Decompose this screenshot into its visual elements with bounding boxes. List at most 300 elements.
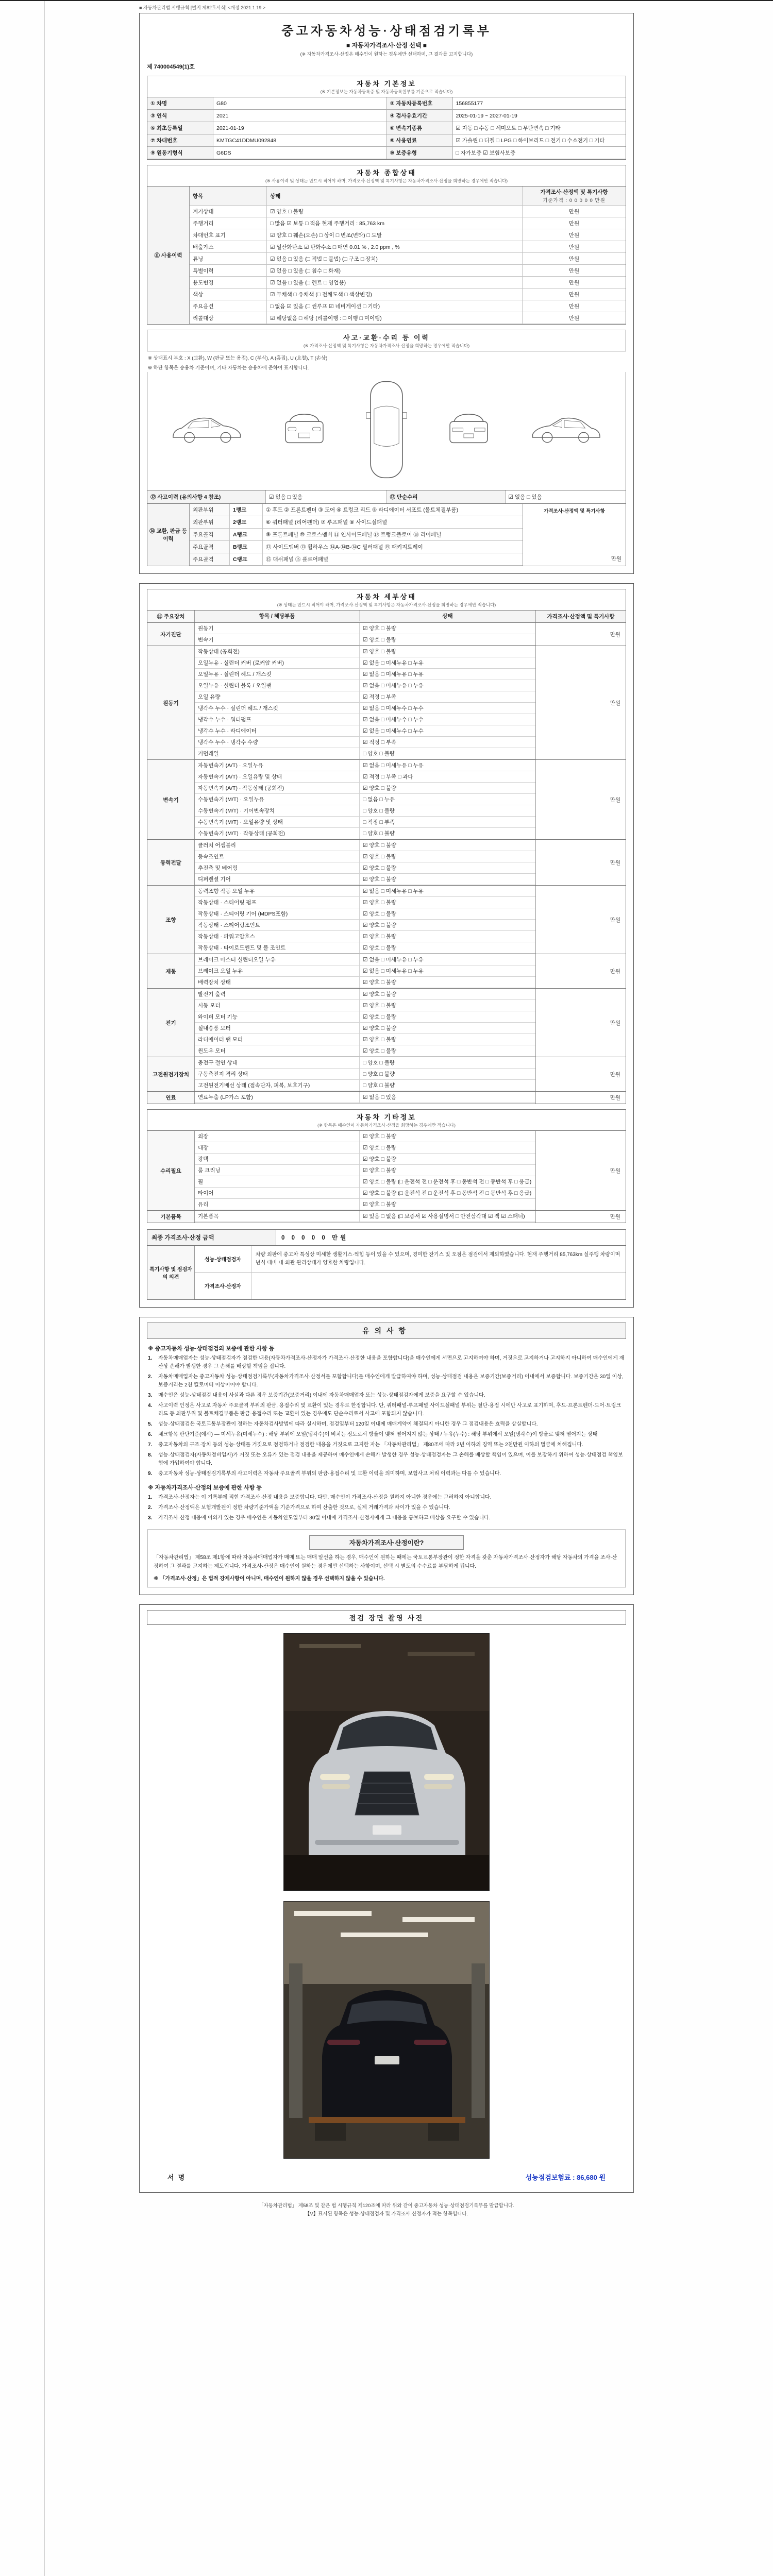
overall-group-label: ⑪ 사용이력 bbox=[147, 187, 190, 324]
panel-rank: C랭크 bbox=[230, 553, 263, 565]
group-label: 자기진단 bbox=[147, 623, 195, 646]
inspector-comments bbox=[147, 1246, 626, 1300]
row-label: 냉각수 누수 · 라디에이터 bbox=[195, 725, 360, 736]
notice-item-number: 7. bbox=[148, 1442, 153, 1448]
footer-line-1: 「자동차관리법」 제58조 및 같은 법 시행규칙 제120조에 따라 위와 같이 중고자동차 성능·상태점검기록부를 발급합니다. bbox=[259, 2203, 514, 2209]
document-number: 제 740004549(1)호 bbox=[147, 64, 195, 70]
column-header-item: 항목 / 해당부품 bbox=[195, 611, 360, 621]
row-label: 유리 bbox=[195, 1199, 360, 1210]
row-state-checkboxes: □ 양호 □ 불량 bbox=[363, 808, 395, 814]
panel-items: ⑮ 대쉬패널 ⑯ 플로어패널 bbox=[266, 556, 329, 563]
row-label: 윈도우 모터 bbox=[195, 1045, 360, 1056]
row-label: 클러치 어셈블리 bbox=[195, 840, 360, 851]
final-price-row bbox=[147, 1229, 626, 1246]
table-row bbox=[195, 748, 535, 759]
table-row bbox=[147, 110, 626, 122]
row-state-checkboxes: ☑ 없음 □ 미세누유 □ 누유 bbox=[363, 683, 424, 689]
notice-item bbox=[148, 1354, 625, 1371]
field-label: ⑧ 사용연료 bbox=[387, 134, 453, 146]
table-row bbox=[195, 783, 535, 794]
field-value: KMTGC41DDMU092848 bbox=[213, 134, 387, 146]
group-price-unit: 만원 bbox=[535, 623, 626, 646]
comment-text: 차량 외판에 중고차 특성상 미세한 생활기스·찍힘 등이 있을 수 있으며, 경미한 잔기스 및 오점은 점검에서 제외하였습니다. 현재 주행거리 85,763km 실주행 차량이며 년식 대비 내·외관 관리상태가 양호한 차량입니다. bbox=[256, 1252, 620, 1266]
group-price-unit: 만원 bbox=[535, 760, 626, 839]
table-row bbox=[195, 623, 535, 634]
panel-part: 주요골격 bbox=[190, 553, 230, 565]
detail-group-steering bbox=[147, 886, 626, 954]
group-price-unit: 만원 bbox=[535, 1131, 626, 1210]
group-label: 고전원전기장치 bbox=[147, 1057, 195, 1091]
sheet-1 bbox=[139, 13, 634, 574]
simple-repair-state: ☑ 없음 □ 있음 bbox=[508, 494, 542, 500]
table-row bbox=[195, 1165, 535, 1176]
row-state-checkboxes: ☑ 양호 □ 불량 bbox=[363, 1145, 397, 1151]
table-row bbox=[195, 657, 535, 669]
detail-header-row bbox=[147, 611, 626, 623]
row-label: 와이퍼 모터 기능 bbox=[195, 1011, 360, 1022]
row-state-checkboxes: ☑ 양호 □ 불량 bbox=[363, 842, 397, 849]
panel-items: ⑨ 프론트패널 ⑩ 크로스멤버 ⑪ 인사이드패널 ⑰ 트렁크플로어 ⑱ 리어패널 bbox=[266, 532, 442, 538]
table-row bbox=[195, 771, 535, 783]
basic-info-title: 자동차 기본정보 bbox=[357, 80, 416, 88]
section-accident-history bbox=[147, 330, 626, 566]
exchange-price-unit: 만원 bbox=[611, 556, 621, 562]
row-state-checkboxes: □ 적정 □ 부족 bbox=[363, 819, 395, 825]
row-label: 자동변속기 (A/T) · 작동상태 (공회전) bbox=[195, 783, 360, 793]
panel-items: ⑥ 쿼터패널 (리어펜더) ⑦ 루프패널 ⑧ 사이드실패널 bbox=[266, 519, 388, 526]
table-row bbox=[195, 886, 535, 897]
table-row bbox=[195, 897, 535, 908]
table-row bbox=[195, 862, 535, 874]
table-row bbox=[147, 134, 626, 147]
notice-section-2-title: ※ 자동차가격조사·산정의 보증에 관한 사항 등 bbox=[148, 1485, 262, 1491]
notice-item bbox=[148, 1504, 625, 1512]
row-label: 배력장치 상태 bbox=[195, 977, 360, 988]
row-state-checkboxes: ☑ 없음 □ 미세누수 □ 누수 bbox=[363, 728, 424, 734]
form-reference: ■ 자동차관리법 시행규칙 [별지 제82호서식] <개정 2021.1.19.> bbox=[139, 5, 265, 10]
signature-label: 서명 bbox=[167, 2174, 189, 2181]
row-label: 배출가스 bbox=[190, 241, 267, 252]
notice-item bbox=[148, 1431, 625, 1439]
row-label: 라디에이터 팬 모터 bbox=[195, 1034, 360, 1045]
row-label: 색상 bbox=[190, 289, 267, 300]
panel-part: 외판부위 bbox=[190, 504, 230, 516]
table-row bbox=[195, 760, 535, 771]
row-state-checkboxes: ☑ 양호 □ 불량 bbox=[363, 1014, 397, 1020]
row-state-checkboxes: ☑ 양호 □ 불량 bbox=[363, 911, 397, 917]
table-row bbox=[195, 1188, 535, 1199]
table-row bbox=[195, 680, 535, 691]
table-row bbox=[195, 1176, 535, 1188]
section-other-info bbox=[147, 1109, 626, 1223]
table-row bbox=[195, 794, 535, 805]
row-state-checkboxes: ☑ 양호 □ 불량 bbox=[363, 991, 397, 997]
row-state-checkboxes: □ 양호 □ 불량 bbox=[363, 1060, 395, 1066]
row-label: 오일누유 · 실린더 헤드 / 개스킷 bbox=[195, 669, 360, 680]
footer-line-2: 【V】표시된 항목은 성능·상태점검자 및 가격조사·산정자가 적는 항목입니다. bbox=[305, 2211, 468, 2217]
table-row bbox=[195, 1211, 535, 1222]
row-label: 광택 bbox=[195, 1154, 360, 1164]
overall-table bbox=[147, 187, 626, 325]
notice-item-text: 중고자동차 성능·상태점검기록부의 사고이력은 자동차 주요골격 부위의 판금·용접수리 및 교환 이력을 의미하며, 보험사고 처리 이력과는 다를 수 있습니다. bbox=[158, 1471, 501, 1477]
table-row bbox=[190, 289, 626, 300]
notice-item-number: 2. bbox=[148, 1505, 153, 1511]
panel-items: ⑫ 사이드멤버 ⑬ 휠하우스 ⑭A·⑭B·⑭C 필러패널 ⑲ 패키지트레이 bbox=[266, 544, 423, 550]
row-state-checkboxes: ☑ 양호 □ 불량 bbox=[363, 1025, 397, 1031]
table-row bbox=[195, 1023, 535, 1034]
row-state-checkboxes: ☑ 양호 □ 불량 bbox=[363, 1048, 397, 1054]
price-appraisal-info-body: 「자동차관리법」 제58조 제1항에 따라 자동차매매업자가 매매 또는 매매 알선을 하는 경우, 매수인이 원하는 때에는 국토교통부장관이 정한 자격을 갖춘 자동차가격조사·산정자가 해당 자동차의 가격을 조사·산정하여 그 결과를 고지하는 제도입니다. 가격조사·산정은 매수인이 원하는 경우에만 선택하는 사항이며, 선택 시 별도의 수수료를 부담하게 됩니다. bbox=[154, 1555, 617, 1569]
table-row bbox=[147, 97, 626, 110]
detail-group-electrical bbox=[147, 989, 626, 1057]
field-label: ③ 연식 bbox=[147, 110, 213, 122]
row-state-checkboxes: ☑ 없음 □ 미세누유 □ 누유 bbox=[363, 957, 424, 963]
row-price-unit: 만원 bbox=[568, 221, 580, 227]
table-row bbox=[190, 206, 626, 217]
table-row bbox=[195, 1199, 535, 1210]
notice-item-text: 가격조사·산정 내용에 이의가 있는 경우 매수인은 자동차인도일부터 30일 이내에 가격조사·산정자에게 그 내용을 통보하고 배상을 요구할 수 있습니다. bbox=[158, 1515, 491, 1521]
table-row bbox=[195, 817, 535, 828]
row-state-checkboxes: ☑ 양호 □ 불량 (□ 운전석 전 □ 운전석 후 □ 동반석 전 □ 동반석 후 □ 응급) bbox=[363, 1190, 532, 1196]
field-label: ⑩ 보증유형 bbox=[387, 147, 453, 159]
table-row bbox=[190, 265, 626, 277]
row-state-checkboxes: ☑ 양호 □ 불량 bbox=[363, 979, 397, 986]
field-value: □ 자가보증 ☑ 보험사보증 bbox=[456, 150, 516, 156]
row-state-checkboxes: □ 없음 □ 누유 bbox=[363, 796, 395, 803]
price-appraisal-info-title: 자동차가격조사·산정이란? bbox=[309, 1535, 464, 1550]
inspection-photo-rear bbox=[283, 1901, 490, 2159]
row-state-checkboxes: ☑ 양호 □ 훼손(오손) □ 상이 □ 변조(변타) □ 도말 bbox=[267, 229, 523, 241]
notice-item-text: 성능·상태점검은 국토교통부장관이 정하는 자동차검사방법에 따라 실시하며, 점검일부터 120일 이내에 매매계약이 체결되지 아니한 경우 그 점검내용은 효력을 상실합니다. bbox=[158, 1421, 538, 1427]
group-label: 변속기 bbox=[147, 760, 195, 839]
row-label: 디퍼렌셜 기어 bbox=[195, 874, 360, 885]
row-state-checkboxes: ☑ 없음 □ 미세누유 □ 누유 bbox=[363, 888, 424, 894]
panel-part: 주요골격 bbox=[190, 529, 230, 540]
row-state-checkboxes: ☑ 없음 □ 미세누수 □ 누수 bbox=[363, 717, 424, 723]
row-state-checkboxes: ☑ 양호 □ 불량 bbox=[363, 637, 397, 643]
row-label: 고전원전기배선 상태 (접속단자, 피복, 보호기구) bbox=[195, 1080, 360, 1091]
row-label: 실내송풍 모터 bbox=[195, 1023, 360, 1033]
field-label: ⑤ 최초등록일 bbox=[147, 122, 213, 134]
row-state-checkboxes: ☑ 없음 □ 미세누유 □ 누유 bbox=[363, 762, 424, 769]
table-row bbox=[195, 908, 535, 920]
row-label: 작동상태 · 스티어링조인트 bbox=[195, 920, 360, 930]
table-row bbox=[190, 504, 523, 516]
row-state-checkboxes: ☑ 없음 □ 있음 (□ 렌트 □ 영업용) bbox=[267, 277, 523, 288]
comment-text bbox=[251, 1273, 626, 1299]
photos-container bbox=[147, 1625, 626, 2163]
table-row bbox=[195, 714, 535, 725]
panel-rank: 2랭크 bbox=[230, 516, 263, 528]
row-state-checkboxes: ☑ 양호 □ 불량 bbox=[363, 1201, 397, 1208]
row-label: 오일누유 · 실린더 블록 / 오일팬 bbox=[195, 680, 360, 691]
row-state-checkboxes: ☑ 양호 □ 불량 bbox=[363, 934, 397, 940]
group-label: 연료 bbox=[147, 1092, 195, 1104]
group-price-unit: 만원 bbox=[535, 646, 626, 759]
row-state-checkboxes: ☑ 양호 □ 불량 bbox=[363, 865, 397, 871]
notice-item-text: 중고자동차의 구조·장치 등의 성능·상태를 거짓으로 점검하거나 점검한 내용을 거짓으로 고지한 자는 「자동차관리법」 제80조에 따라 2년 이하의 징역 또는 2천만원 이하의 벌금에 처해집니다. bbox=[158, 1442, 583, 1448]
row-state-checkboxes: ☑ 양호 □ 불량 bbox=[363, 876, 397, 883]
other-info-note: (※ 항목은 매수인이 자동차가격조사·산정을 희망하는 경우에만 적습니다) bbox=[317, 1123, 456, 1128]
row-label: 작동상태 · 스티어링 기어 (MDPS포함) bbox=[195, 908, 360, 919]
table-row bbox=[195, 931, 535, 942]
table-row bbox=[195, 1011, 535, 1023]
row-label: 외장 bbox=[195, 1131, 360, 1142]
detail-group-engine bbox=[147, 646, 626, 760]
column-header-state: 상태 bbox=[267, 187, 523, 205]
photos-title: 점검 장면 촬영 사진 bbox=[147, 1610, 626, 1625]
notice-item-number: 2. bbox=[148, 1374, 153, 1380]
group-label: 제동 bbox=[147, 954, 195, 988]
row-label: 브레이크 오일 누유 bbox=[195, 965, 360, 976]
group-price-unit: 만원 bbox=[535, 1211, 626, 1223]
section-overall-condition bbox=[147, 165, 626, 325]
field-label: ⑥ 변속기종류 bbox=[387, 122, 453, 134]
table-row bbox=[195, 942, 535, 954]
table-row bbox=[195, 737, 535, 748]
table-row bbox=[190, 300, 626, 312]
table-row bbox=[195, 954, 535, 965]
row-state-checkboxes: ☑ 양호 □ 불량 bbox=[363, 1156, 397, 1162]
detail-group-powertrain bbox=[147, 840, 626, 886]
row-label: 수동변속기 (M/T) · 작동상태 (공회전) bbox=[195, 828, 360, 839]
notice-item bbox=[148, 1470, 625, 1478]
notice-item bbox=[148, 1402, 625, 1418]
row-label: 동력조향 작동 오일 누유 bbox=[195, 886, 360, 896]
row-state-checkboxes: ☑ 적정 □ 부족 bbox=[363, 739, 397, 745]
panel-part: 주요골격 bbox=[190, 541, 230, 553]
row-state-checkboxes: ☑ 양호 □ 불량 bbox=[363, 922, 397, 928]
row-label: 구동축전지 격리 상태 bbox=[195, 1069, 360, 1079]
comments-side-label: 특기사항 및 점검자의 의견 bbox=[147, 1246, 195, 1299]
column-header-price: 가격조사·산정액 및 특기사항 bbox=[535, 611, 626, 622]
other-group-repair bbox=[147, 1131, 626, 1211]
row-state-checkboxes: ☑ 없음 □ 미세누유 □ 누유 bbox=[363, 968, 424, 974]
row-state-checkboxes: □ 양호 □ 불량 bbox=[363, 751, 395, 757]
table-row bbox=[195, 703, 535, 714]
document-footer bbox=[139, 2202, 634, 2224]
table-row bbox=[147, 147, 626, 159]
panel-items: ① 후드 ② 프론트펜더 ③ 도어 ④ 트렁크 리드 ⑤ 라디에이터 서포트 (볼트체결부품) bbox=[266, 507, 459, 513]
notice-item-number: 4. bbox=[148, 1403, 153, 1409]
group-label: 기본품목 bbox=[147, 1211, 195, 1223]
row-label: 용도변경 bbox=[190, 277, 267, 288]
overall-note: (※ 사용이력 및 상태는 반드시 적어야 하며, 가격조사·산정액 및 특기사항은 자동차가격조사·산정을 희망하는 경우에만 적습니다) bbox=[265, 178, 508, 183]
column-header-item: 항목 bbox=[190, 187, 267, 205]
field-value: G6DS bbox=[213, 147, 387, 159]
car-diagram-side-left-icon bbox=[169, 409, 246, 453]
notice-item bbox=[148, 1420, 625, 1429]
overall-title: 자동차 종합상태 bbox=[357, 169, 416, 177]
table-row bbox=[190, 241, 626, 253]
row-label: 주요옵션 bbox=[190, 300, 267, 312]
price-appraisal-info-box bbox=[147, 1530, 626, 1587]
notice-item-number: 5. bbox=[148, 1421, 153, 1427]
field-label: ④ 검사유효기간 bbox=[387, 110, 453, 122]
row-label: 작동상태 · 타이로드엔드 및 볼 조인트 bbox=[195, 942, 360, 953]
row-state-checkboxes: ☑ 없음 □ 있음 (□ 침수 □ 화재) bbox=[267, 265, 523, 276]
row-label: 작동상태 · 스티어링 펌프 bbox=[195, 897, 360, 908]
detail-group-transmission bbox=[147, 760, 626, 840]
notice-item-number: 3. bbox=[148, 1515, 153, 1521]
row-label: 원동기 bbox=[195, 623, 360, 634]
row-price-unit: 만원 bbox=[568, 303, 580, 310]
table-row bbox=[195, 874, 535, 885]
notice-item-number: 3. bbox=[148, 1393, 153, 1398]
comment-author: 가격조사·산정자 bbox=[195, 1273, 251, 1299]
row-state-checkboxes: ☑ 없음 □ 미세누수 □ 누수 bbox=[363, 705, 424, 711]
row-label: 브레이크 마스터 실린더오일 누유 bbox=[195, 954, 360, 965]
table-row bbox=[195, 646, 535, 657]
row-label: 수동변속기 (M/T) · 오일유량 및 상태 bbox=[195, 817, 360, 827]
table-row bbox=[190, 253, 626, 265]
sheet-2 bbox=[139, 583, 634, 1308]
row-state-checkboxes: □ 양호 □ 불량 bbox=[363, 1082, 395, 1089]
row-label: 타이어 bbox=[195, 1188, 360, 1198]
group-price-unit: 만원 bbox=[535, 954, 626, 988]
row-price-unit: 만원 bbox=[568, 292, 580, 298]
panel-rank: A랭크 bbox=[230, 529, 263, 540]
field-value: ☑ 가솔린 □ 디젤 □ LPG □ 하이브리드 □ 전기 □ 수소전기 □ 기타 bbox=[456, 138, 605, 144]
table-row bbox=[195, 828, 535, 839]
detail-title: 자동차 세부상태 bbox=[357, 593, 416, 601]
row-state-checkboxes: ☑ 없음 □ 미세누유 □ 누유 bbox=[363, 660, 424, 666]
table-row bbox=[195, 691, 535, 703]
scan-edge-line bbox=[44, 1, 45, 2576]
row-state-checkboxes: ☑ 양호 □ 불량 bbox=[363, 945, 397, 951]
row-label: 등속조인트 bbox=[195, 851, 360, 862]
field-value: 156855177 bbox=[456, 100, 483, 107]
inspection-photo-front bbox=[283, 1633, 490, 1891]
row-state-checkboxes: □ 양호 □ 불량 bbox=[363, 831, 395, 837]
table-row bbox=[190, 312, 626, 324]
panel-rank: 1랭크 bbox=[230, 504, 263, 516]
row-price-unit: 만원 bbox=[568, 232, 580, 239]
field-label: ⑦ 차대번호 bbox=[147, 134, 213, 146]
table-row bbox=[195, 1000, 535, 1011]
notice-item-text: 자동차매매업자는 중고자동차 성능·상태점검기록부(자동차가격조사·산정서를 포함합니다)를 매수인에게 발급하여야 하며, 성능·상태점검 내용은 보증기간(보증거리) 이내에서 보증합니다. 보증기간은 30일 이상, 보증거리는 2천 킬로미터 이상이어야 합니다. bbox=[158, 1374, 624, 1388]
comment-author: 성능·상태점검자 bbox=[195, 1246, 251, 1272]
table-row bbox=[195, 669, 535, 680]
panel-part: 외판부위 bbox=[190, 516, 230, 528]
notice-item bbox=[148, 1514, 625, 1522]
notice-item-text: 매수인은 성능·상태점검 내용이 사실과 다른 경우 보증기간(보증거리) 이내에 자동차매매업자 또는 성능·상태점검자에게 보증을 요구할 수 있습니다. bbox=[158, 1393, 485, 1398]
group-price-unit: 만원 bbox=[535, 1057, 626, 1091]
notice-item-text: 가격조사·산정자는 이 기록부에 적힌 가격조사·산정 내용을 보증합니다. 다만, 매수인이 가격조사·산정을 원하지 아니한 경우에는 그러하지 아니합니다. bbox=[158, 1495, 492, 1500]
group-price-unit: 만원 bbox=[535, 886, 626, 954]
row-label: 발전기 출력 bbox=[195, 989, 360, 999]
car-damage-diagrams bbox=[147, 372, 626, 490]
table-row bbox=[195, 1131, 535, 1142]
row-label: 특별이력 bbox=[190, 265, 267, 276]
row-state-checkboxes: ☑ 양호 □ 불량 bbox=[363, 1133, 397, 1140]
row-state-checkboxes: ☑ 없음 □ 있음 (□ 적법 □ 불법) (□ 구조 □ 장치) bbox=[267, 253, 523, 264]
other-info-title: 자동차 기타정보 bbox=[357, 1113, 416, 1121]
row-state-checkboxes: ☑ 없음 □ 있음 bbox=[363, 1094, 397, 1100]
notice-title: 유의사항 bbox=[147, 1323, 626, 1339]
row-label: 차대번호 표기 bbox=[190, 229, 267, 241]
row-label: 작동상태 · 파워고압호스 bbox=[195, 931, 360, 942]
row-state-checkboxes: ☑ 양호 □ 불량 bbox=[363, 900, 397, 906]
detail-group-high-voltage bbox=[147, 1057, 626, 1092]
group-label: 원동기 bbox=[147, 646, 195, 759]
exchange-history-table bbox=[147, 504, 626, 566]
row-price-unit: 만원 bbox=[568, 256, 580, 262]
row-state-checkboxes: ☑ 없음 □ 미세누유 □ 누유 bbox=[363, 671, 424, 677]
row-price-unit: 만원 bbox=[568, 280, 580, 286]
table-row bbox=[190, 277, 626, 289]
table-row bbox=[195, 1034, 535, 1045]
accident-history-row bbox=[147, 490, 626, 504]
table-row bbox=[195, 840, 535, 851]
row-label: 충전구 절연 상태 bbox=[195, 1057, 360, 1068]
row-label: 튜닝 bbox=[190, 253, 267, 264]
row-label: 자동변속기 (A/T) · 오일유량 및 상태 bbox=[195, 771, 360, 782]
row-price-unit: 만원 bbox=[568, 268, 580, 274]
accident-history-label: ⑫ 사고이력 (유의사항 4 참조) bbox=[147, 490, 266, 503]
table-row bbox=[147, 122, 626, 134]
final-price-value: 0 0 0 0 0 만원 bbox=[281, 1235, 349, 1241]
notice-item-text: 체크항목 판단기준(예시) — 미세누유(미세누수) : 해당 부위에 오일(냉각수)이 비치는 정도로서 방울이 맺혀 떨어지지 않는 상태 / 누유(누수) : 해당 부위에서 오일(냉각수)이 방울로 맺혀 떨어지는 상태 bbox=[158, 1432, 598, 1437]
simple-repair-label: ⑬ 단순수리 bbox=[387, 490, 506, 503]
table-row bbox=[190, 541, 523, 553]
row-state-checkboxes: ☑ 양호 □ 불량 bbox=[363, 1003, 397, 1009]
row-state-checkboxes: ☑ 해당없음 □ 해당 (리콜이행 : □ 이행 □ 미이행) bbox=[267, 312, 523, 324]
row-label: 커먼레일 bbox=[195, 748, 360, 759]
notice-item-text: 성능·상태점검자(자동차정비업자)가 거짓 또는 오류가 있는 점검 내용을 제공하여 매수인에게 손해가 발생한 경우 성능·상태점검자는 그 손해를 배상할 책임이 있으며, 이를 보장하기 위하여 성능·상태점검 책임보험에 가입하여야 합니다. bbox=[158, 1452, 623, 1466]
column-header-price: 가격조사·산정액 및 특기사항 bbox=[540, 189, 608, 195]
row-label: 자동변속기 (A/T) · 오일누유 bbox=[195, 760, 360, 771]
table-row bbox=[195, 1092, 535, 1103]
row-label: 계기상태 bbox=[190, 206, 267, 217]
notice-item-number: 9. bbox=[148, 1471, 153, 1477]
table-row bbox=[195, 1057, 535, 1069]
field-label: ② 자동차등록번호 bbox=[387, 97, 453, 109]
table-row bbox=[195, 977, 535, 988]
table-row bbox=[190, 529, 523, 541]
notice-item-number: 1. bbox=[148, 1355, 153, 1361]
row-state-checkboxes: ☑ 양호 □ 불량 bbox=[363, 1037, 397, 1043]
page-subtitle: ■ 자동차가격조사·산정 선택 ■ bbox=[346, 42, 427, 49]
row-price-unit: 만원 bbox=[568, 244, 580, 250]
row-label: 수동변속기 (M/T) · 기어변속장치 bbox=[195, 805, 360, 816]
table-row bbox=[190, 229, 626, 241]
row-label: 추진축 및 베어링 bbox=[195, 862, 360, 873]
table-row bbox=[195, 989, 535, 1000]
group-label: 수리필요 bbox=[147, 1131, 195, 1210]
signature-row bbox=[147, 2163, 626, 2185]
notice-item-text: 가격조사·산정액은 보험개발원이 정한 차량기준가액을 기준가격으로 하여 산출한 것으로, 실제 거래가격과 차이가 있을 수 있습니다. bbox=[158, 1505, 450, 1511]
row-label: 냉각수 누수 · 냉각수 수량 bbox=[195, 737, 360, 748]
field-value: 2021 bbox=[213, 110, 387, 122]
row-state-checkboxes: □ 없음 ☑ 있음 (□ 썬루프 ☑ 네비게이션 □ 기타) bbox=[267, 300, 523, 312]
table-row bbox=[195, 805, 535, 817]
table-row bbox=[195, 851, 535, 862]
document-body bbox=[139, 1, 634, 2239]
field-label: ⑨ 원동기형식 bbox=[147, 147, 213, 159]
row-label: 기본품목 bbox=[195, 1211, 360, 1222]
panel-rank: B랭크 bbox=[230, 541, 263, 553]
notice-item bbox=[148, 1494, 625, 1502]
row-state-checkboxes: ☑ 양호 □ 불량 bbox=[363, 625, 397, 632]
field-value: G80 bbox=[213, 97, 387, 109]
row-state-checkboxes: ☑ 적정 □ 부족 bbox=[363, 694, 397, 700]
row-label: 휠 bbox=[195, 1176, 360, 1187]
table-row bbox=[195, 1142, 535, 1154]
row-state-checkboxes: ☑ 적정 □ 부족 □ 과다 bbox=[363, 774, 413, 780]
table-row bbox=[195, 1045, 535, 1057]
symbol-legend: ※ 상태표시 부호 : X (교환), W (판금 또는 용접), C (부식), A (흠집), U (요철), T (손상) bbox=[148, 355, 328, 361]
